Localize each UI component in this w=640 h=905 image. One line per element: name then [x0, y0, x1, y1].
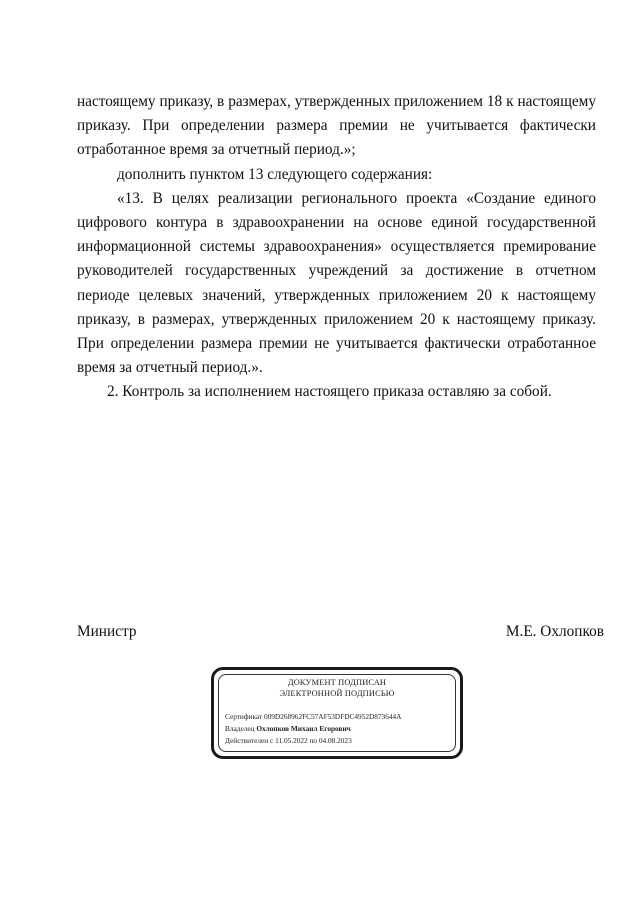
text-line: цифрового контура в здравоохранении на основе единой государственной	[77, 214, 596, 232]
certificate-label: Сертификат	[225, 712, 263, 721]
text-line: «13. В целях реализации регионального проекта «Создание единого	[117, 189, 596, 207]
valid-label: Действителен с	[225, 736, 274, 745]
text-line: настоящему приказу, в размерах, утвержденных приложением 18 к настоящему	[77, 93, 596, 110]
stamp-details	[225, 711, 401, 747]
order-text	[77, 90, 596, 405]
certificate-value: 009D268962FC57AF53DFDC4952D873644A	[263, 712, 402, 721]
paragraph-control	[77, 380, 596, 404]
valid-to-label: по	[309, 736, 318, 745]
valid-to: 04.08.2023	[318, 736, 352, 745]
paragraph-add-point	[77, 163, 596, 187]
paragraph-point-13	[77, 187, 596, 381]
text-line: время за отчетный период.».	[77, 359, 263, 377]
owner-label: Владелец	[225, 724, 255, 733]
stamp-title-line: ЭЛЕКТРОННОЙ ПОДПИСЬЮ	[279, 689, 395, 698]
text-line: информационной системы здравоохранения» осуществляется премирование	[77, 238, 596, 256]
text-line: 2. Контроль за исполнением настоящего приказа оставляю за собой.	[107, 383, 552, 401]
stamp-certificate	[225, 711, 401, 723]
electronic-signature-stamp	[211, 667, 463, 759]
paragraph-continuation	[77, 90, 596, 163]
owner-value: Охлопков Михаил Егорович	[256, 724, 351, 733]
text-line: отработанное время за отчетный период.»;	[77, 141, 356, 159]
signer-name: М.Е. Охлопков	[505, 623, 604, 640]
stamp-validity	[225, 735, 401, 747]
text-line: руководителей государственных учреждений за достижение в отчетном	[77, 262, 596, 280]
text-line: При определении размера премии не учитывается фактически отработанное	[77, 335, 596, 353]
stamp-title	[214, 677, 460, 699]
signer-position: Министр	[77, 623, 137, 640]
text-line: дополнить пунктом 13 следующего содержания:	[117, 165, 433, 183]
stamp-title-line: ДОКУМЕНТ ПОДПИСАН	[287, 678, 387, 687]
text-line: приказу. При определении размера премии не учитывается фактически	[77, 117, 596, 135]
valid-from: 11.05.2022	[275, 736, 308, 745]
text-line: периоде целевых значений, утвержденных приложением 20 к настоящему	[77, 286, 596, 304]
text-line: приказу, в размерах, утвержденных приложением 20 к настоящему приказу.	[77, 310, 596, 328]
stamp-owner	[225, 723, 401, 735]
